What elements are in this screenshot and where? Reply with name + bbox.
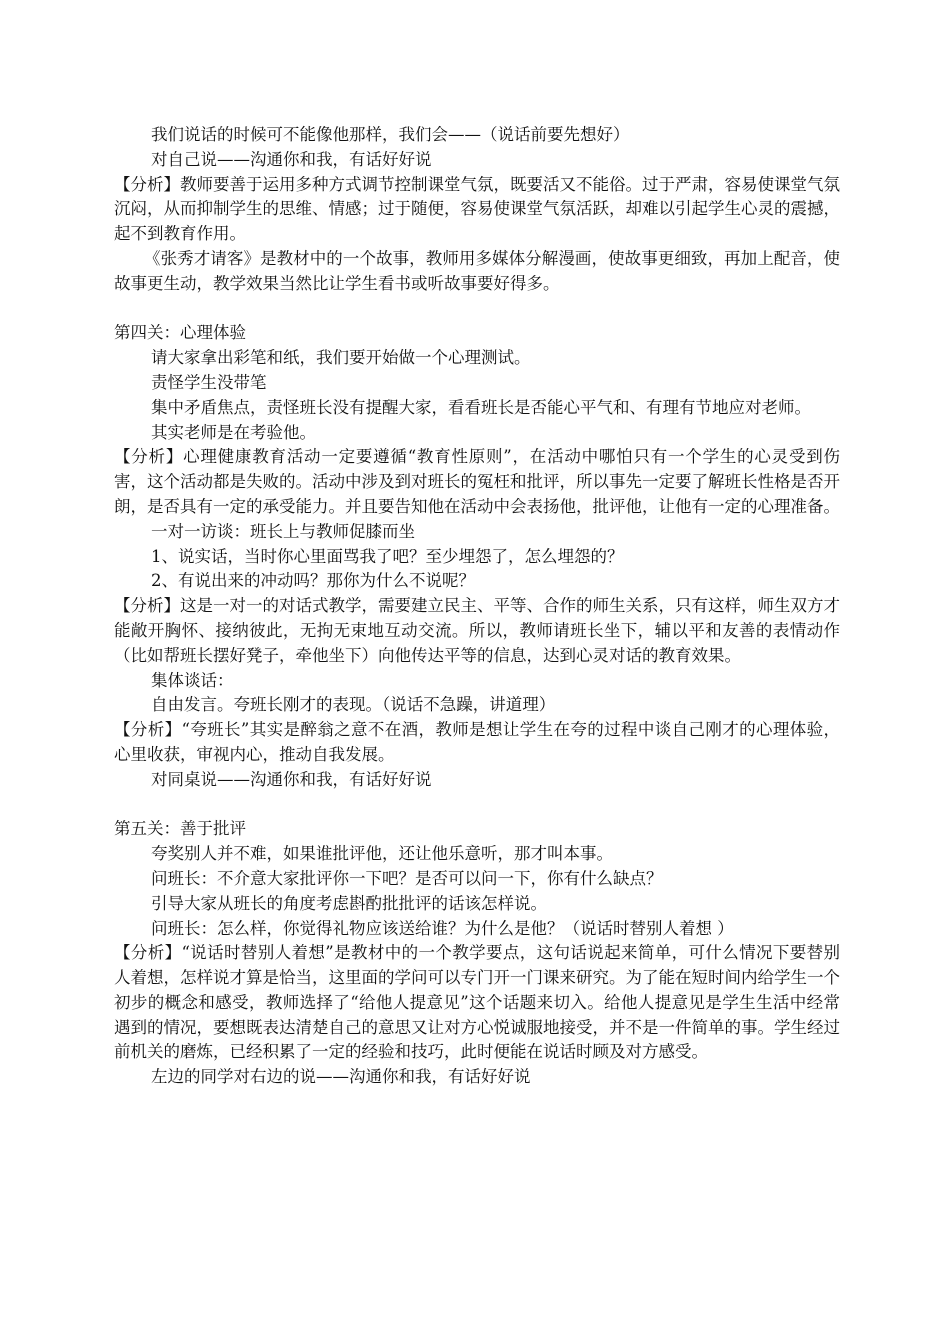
paragraph: 对同桌说——沟通你和我，有话好好说 — [151, 769, 432, 789]
paragraph: 问班长：不介意大家批评你一下吧？是否可以问一下，你有什么缺点？ — [151, 868, 663, 888]
paragraph: 引导大家从班长的角度考虑斟酌批批评的话该怎样说。 — [151, 893, 547, 913]
paragraph: 对自己说——沟通你和我，有话好好说 — [151, 149, 432, 169]
paragraph: 左边的同学对右边的说——沟通你和我，有话好好说 — [151, 1067, 531, 1087]
blank-line — [114, 297, 840, 322]
paragraph: 问班长：怎么样，你觉得礼物应该送给谁？为什么是他？（说话时替别人着想 ） — [151, 918, 734, 938]
paragraph: 责怪学生没带笔 — [151, 372, 267, 392]
paragraph: 夸奖别人并不难，如果谁批评他，还让他乐意听，那才叫本事。 — [151, 844, 613, 864]
paragraph: 一对一访谈：班长上与教师促膝而坐 — [151, 521, 415, 541]
analysis-paragraph: 【分析】这是一对一的对话式教学，需要建立民主、平等、合作的师生关系，只有这样，师生双方才能敞开胸怀、接纳彼此，无拘无束地互动交流。所以，教师请班长坐下，辅以平和友善的表情动作（比如帮班长摆好凳子，牵他坐下）向他传达平等的信息，达到心灵对话的教育效果。 — [114, 596, 840, 665]
analysis-paragraph: 【分析】教师要善于运用多种方式调节控制课堂气氛，既要活又不能俗。过于严肃，容易使课堂气氛沉闷，从而抑制学生的思维、情感；过于随便，容易使课堂气氛活跃，却难以引起学生心灵的震撼，起不到教育作用。 — [114, 174, 840, 244]
analysis-paragraph: 【分析】“夸班长”其实是醉翁之意不在酒，教师是想让学生在夸的过程中谈自己刚才的心理体验，心里收获，审视内心，推动自我发展。 — [114, 720, 840, 764]
analysis-paragraph: 【分析】“说话时替别人着想”是教材中的一个教学要点，这句话说起来简单，可什么情况下要替别人着想，怎样说才算是恰当，这里面的学问可以专门开一门课来研究。为了能在短时间内给学生一个初步的概念和感受，教师选择了“给他人提意见”这个话题来切入。给他人提意见是学生生活中经常遇到的情况，要想既表达清楚自己的意思又让对方心悦诚服地接受，并不是一件简单的事。学生经过前机关的磨炼，已经积累了一定的经验和技巧，此时便能在说话时顾及对方感受。 — [114, 943, 840, 1062]
paragraph: 其实老师是在考验他。 — [151, 422, 316, 442]
analysis-paragraph: 【分析】心理健康教育活动一定要遵循“教育性原则”，在活动中哪怕只有一个学生的心灵受到伤害，这个活动都是失败的。活动中涉及到对班长的冤枉和批评，所以事先一定要了解班长性格是否开朗，是否具有一定的承受能力。并且要告知他在活动中会表扬他，批评他，让他有一定的心理准备。 — [114, 447, 840, 516]
blank-line — [114, 793, 840, 818]
paragraph: 集中矛盾焦点，责怪班长没有提醒大家，看看班长是否能心平气和、有理有节地应对老师。 — [151, 397, 811, 417]
paragraph: 《张秀才请客》是教材中的一个故事，教师用多媒体分解漫画，使故事更细致，再加上配音，使故事更生动，教学效果当然比让学生看书或听故事要好得多。 — [114, 248, 840, 293]
section-heading: 第四关：心理体验 — [114, 323, 246, 343]
paragraph: 2、有说出来的冲动吗？那你为什么不说呢？ — [151, 571, 475, 591]
paragraph: 1、说实话，当时你心里面骂我了吧？至少埋怨了，怎么埋怨的？ — [151, 546, 624, 566]
paragraph: 我们说话的时候可不能像他那样，我们会——（说话前要先想好） — [151, 125, 630, 144]
paragraph: 集体谈话： — [151, 670, 234, 690]
paragraph: 自由发言。夸班长刚才的表现。（说话不急躁，讲道理） — [151, 695, 556, 715]
section-heading: 第五关：善于批评 — [114, 819, 246, 839]
paragraph: 请大家拿出彩笔和纸，我们要开始做一个心理测试。 — [151, 348, 531, 368]
